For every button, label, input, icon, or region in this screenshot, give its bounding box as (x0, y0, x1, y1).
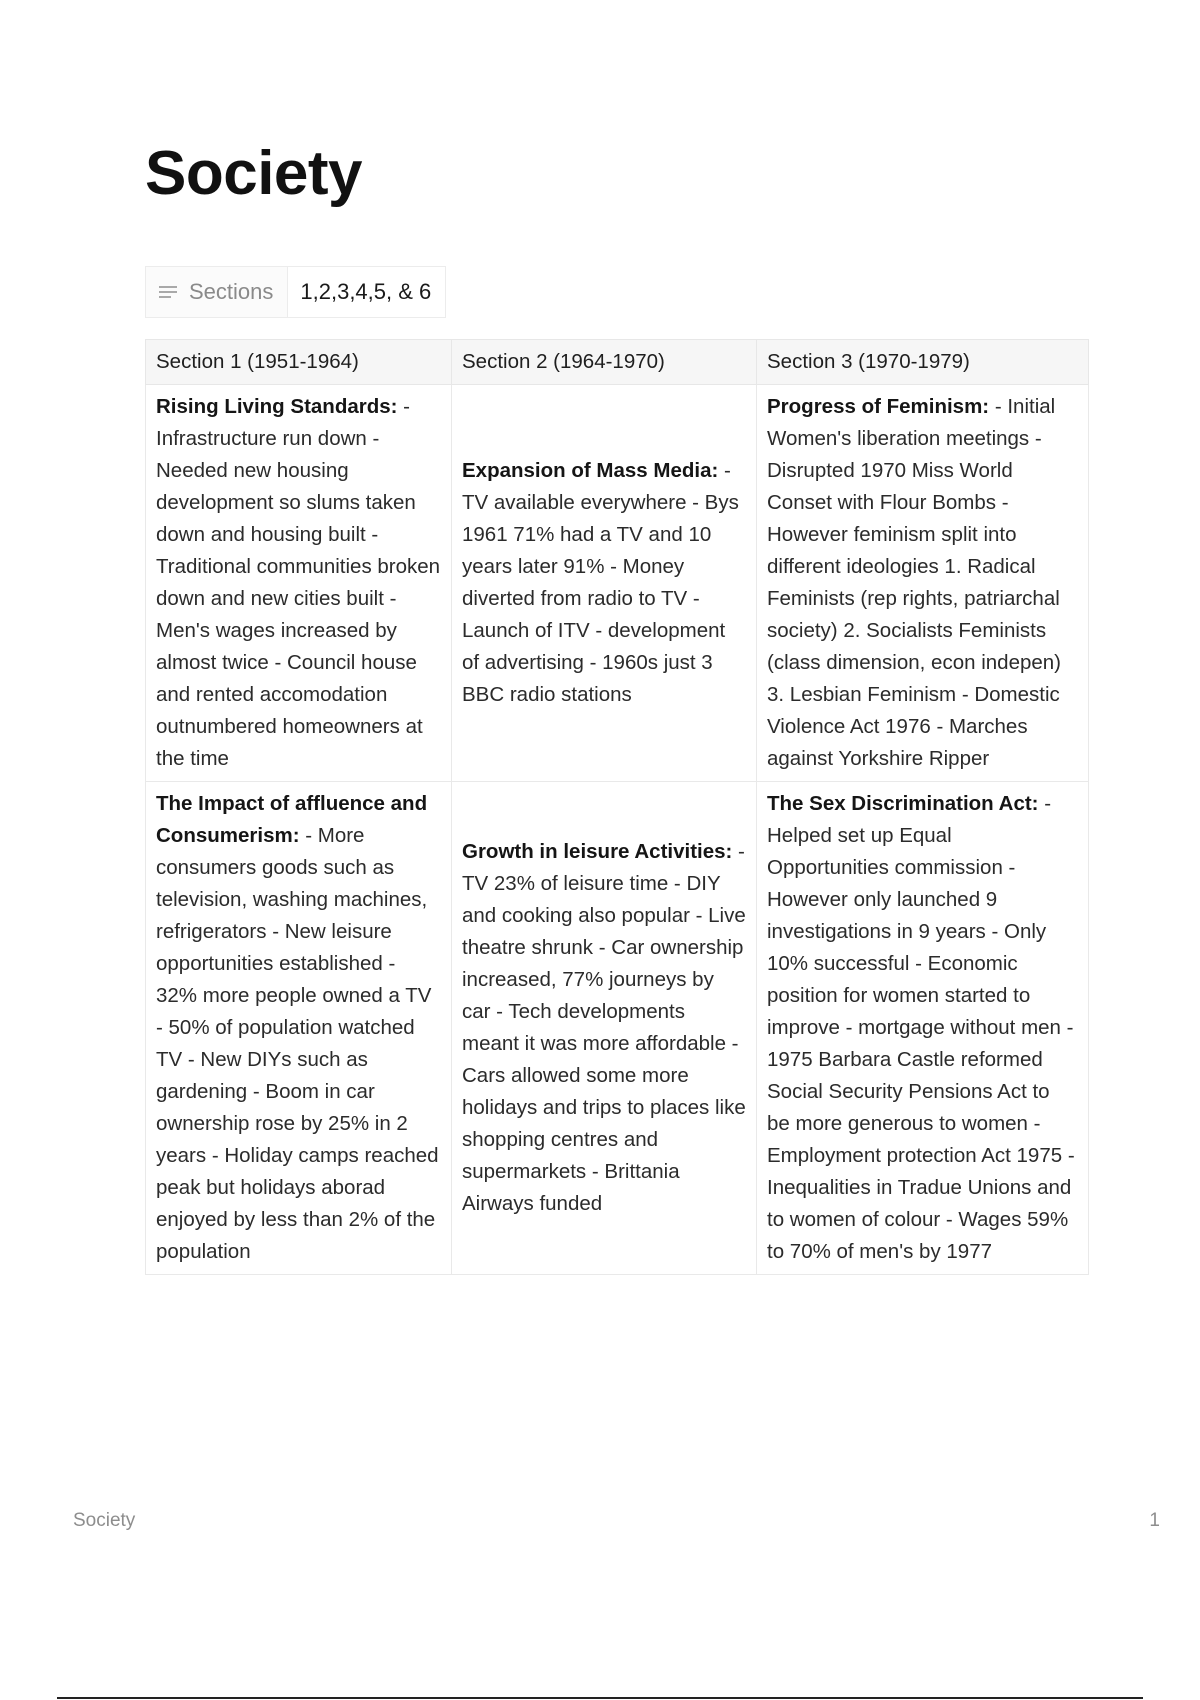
divider (57, 1697, 1143, 1699)
cell-heading: Growth in leisure Activities: (462, 840, 733, 863)
column-header[interactable]: Section 1 (1951-1964) (146, 340, 452, 385)
table-row (146, 782, 1089, 1275)
page-title: Society (145, 139, 363, 208)
cell-text: - More consumers goods such as television, washing machines, refrigerators - New leisure opportunities established - 32% more people owned a TV - 50% of population watched TV - New DIYs such as gardening - Boom in car ownership rose by 25% in 2 years - Holiday camps reached peak but holidays aborad enjoyed by less than 2% of the population (156, 824, 439, 1263)
cell-heading: Expansion of Mass Media: (462, 459, 719, 482)
table-cell[interactable] (452, 782, 757, 1275)
column-header[interactable]: Section 2 (1964-1970) (452, 340, 757, 385)
table-row (146, 385, 1089, 782)
cell-heading: Rising Living Standards: (156, 395, 398, 418)
page-number: 1 (1149, 1510, 1160, 1531)
table-cell[interactable] (757, 782, 1089, 1275)
sections-table (145, 339, 1089, 1275)
property-value[interactable]: 1,2,3,4,5, & 6 (300, 279, 432, 304)
table-cell[interactable] (452, 385, 757, 782)
sections-property[interactable] (145, 266, 446, 318)
property-key[interactable] (146, 267, 288, 317)
cell-heading: The Impact of affluence and Consumerism: (156, 792, 428, 847)
table-cell[interactable] (757, 385, 1089, 782)
table-cell[interactable] (146, 782, 452, 1275)
table-header-row (146, 340, 1089, 385)
table-cell[interactable] (146, 385, 452, 782)
cell-text: - Infrastructure run down - Needed new housing development so slums taken down and housing built - Traditional communities broken down and new cities built - Men's wages increased by almost twice - Council house and rented accomodation outnumbered homeowners at the time (156, 395, 441, 770)
text-lines-icon (159, 283, 177, 301)
cell-text: - TV available everywhere - Bys 1961 71% had a TV and 10 years later 91% - Money diverted from radio to TV - Launch of ITV - development of advertising - 1960s just 3 BBC radio stations (462, 459, 739, 706)
footer-title: Society (73, 1510, 136, 1531)
cell-heading: Progress of Feminism: (767, 395, 990, 418)
column-header[interactable]: Section 3 (1970-1979) (757, 340, 1089, 385)
cell-heading: The Sex Discrimination Act: (767, 792, 1039, 815)
cell-text: - TV 23% of leisure time - DIY and cooking also popular - Live theatre shrunk - Car ownership increased, 77% journeys by car - Tech developments meant it was more affordable - Cars allowed some more holidays and trips to places like shopping centres and supermarkets - Brittania Airways funded (462, 840, 746, 1215)
cell-text: - Initial Women's liberation meetings - Disrupted 1970 Miss World Conset with Flour Bombs - However feminism split into different ideologies 1. Radical Feminists (rep rights, patriarchal society) 2. Socialists Feminists (class dimension, econ indepen) 3. Lesbian Feminism - Domestic Violence Act 1976 - Marches against Yorkshire Ripper (767, 395, 1061, 770)
cell-text: - Helped set up Equal Opportunities commission - However only launched 9 investigations in 9 years - Only 10% successful - Economic position for women started to improve - mortgage without men - 1975 Barbara Castle reformed Social Security Pensions Act to be more generous to women - Employment protection Act 1975 - Inequalities in Tradue Unions and to women of colour - Wages 59% to 70% of men's by 1977 (767, 792, 1075, 1263)
property-label: Sections (189, 279, 274, 304)
